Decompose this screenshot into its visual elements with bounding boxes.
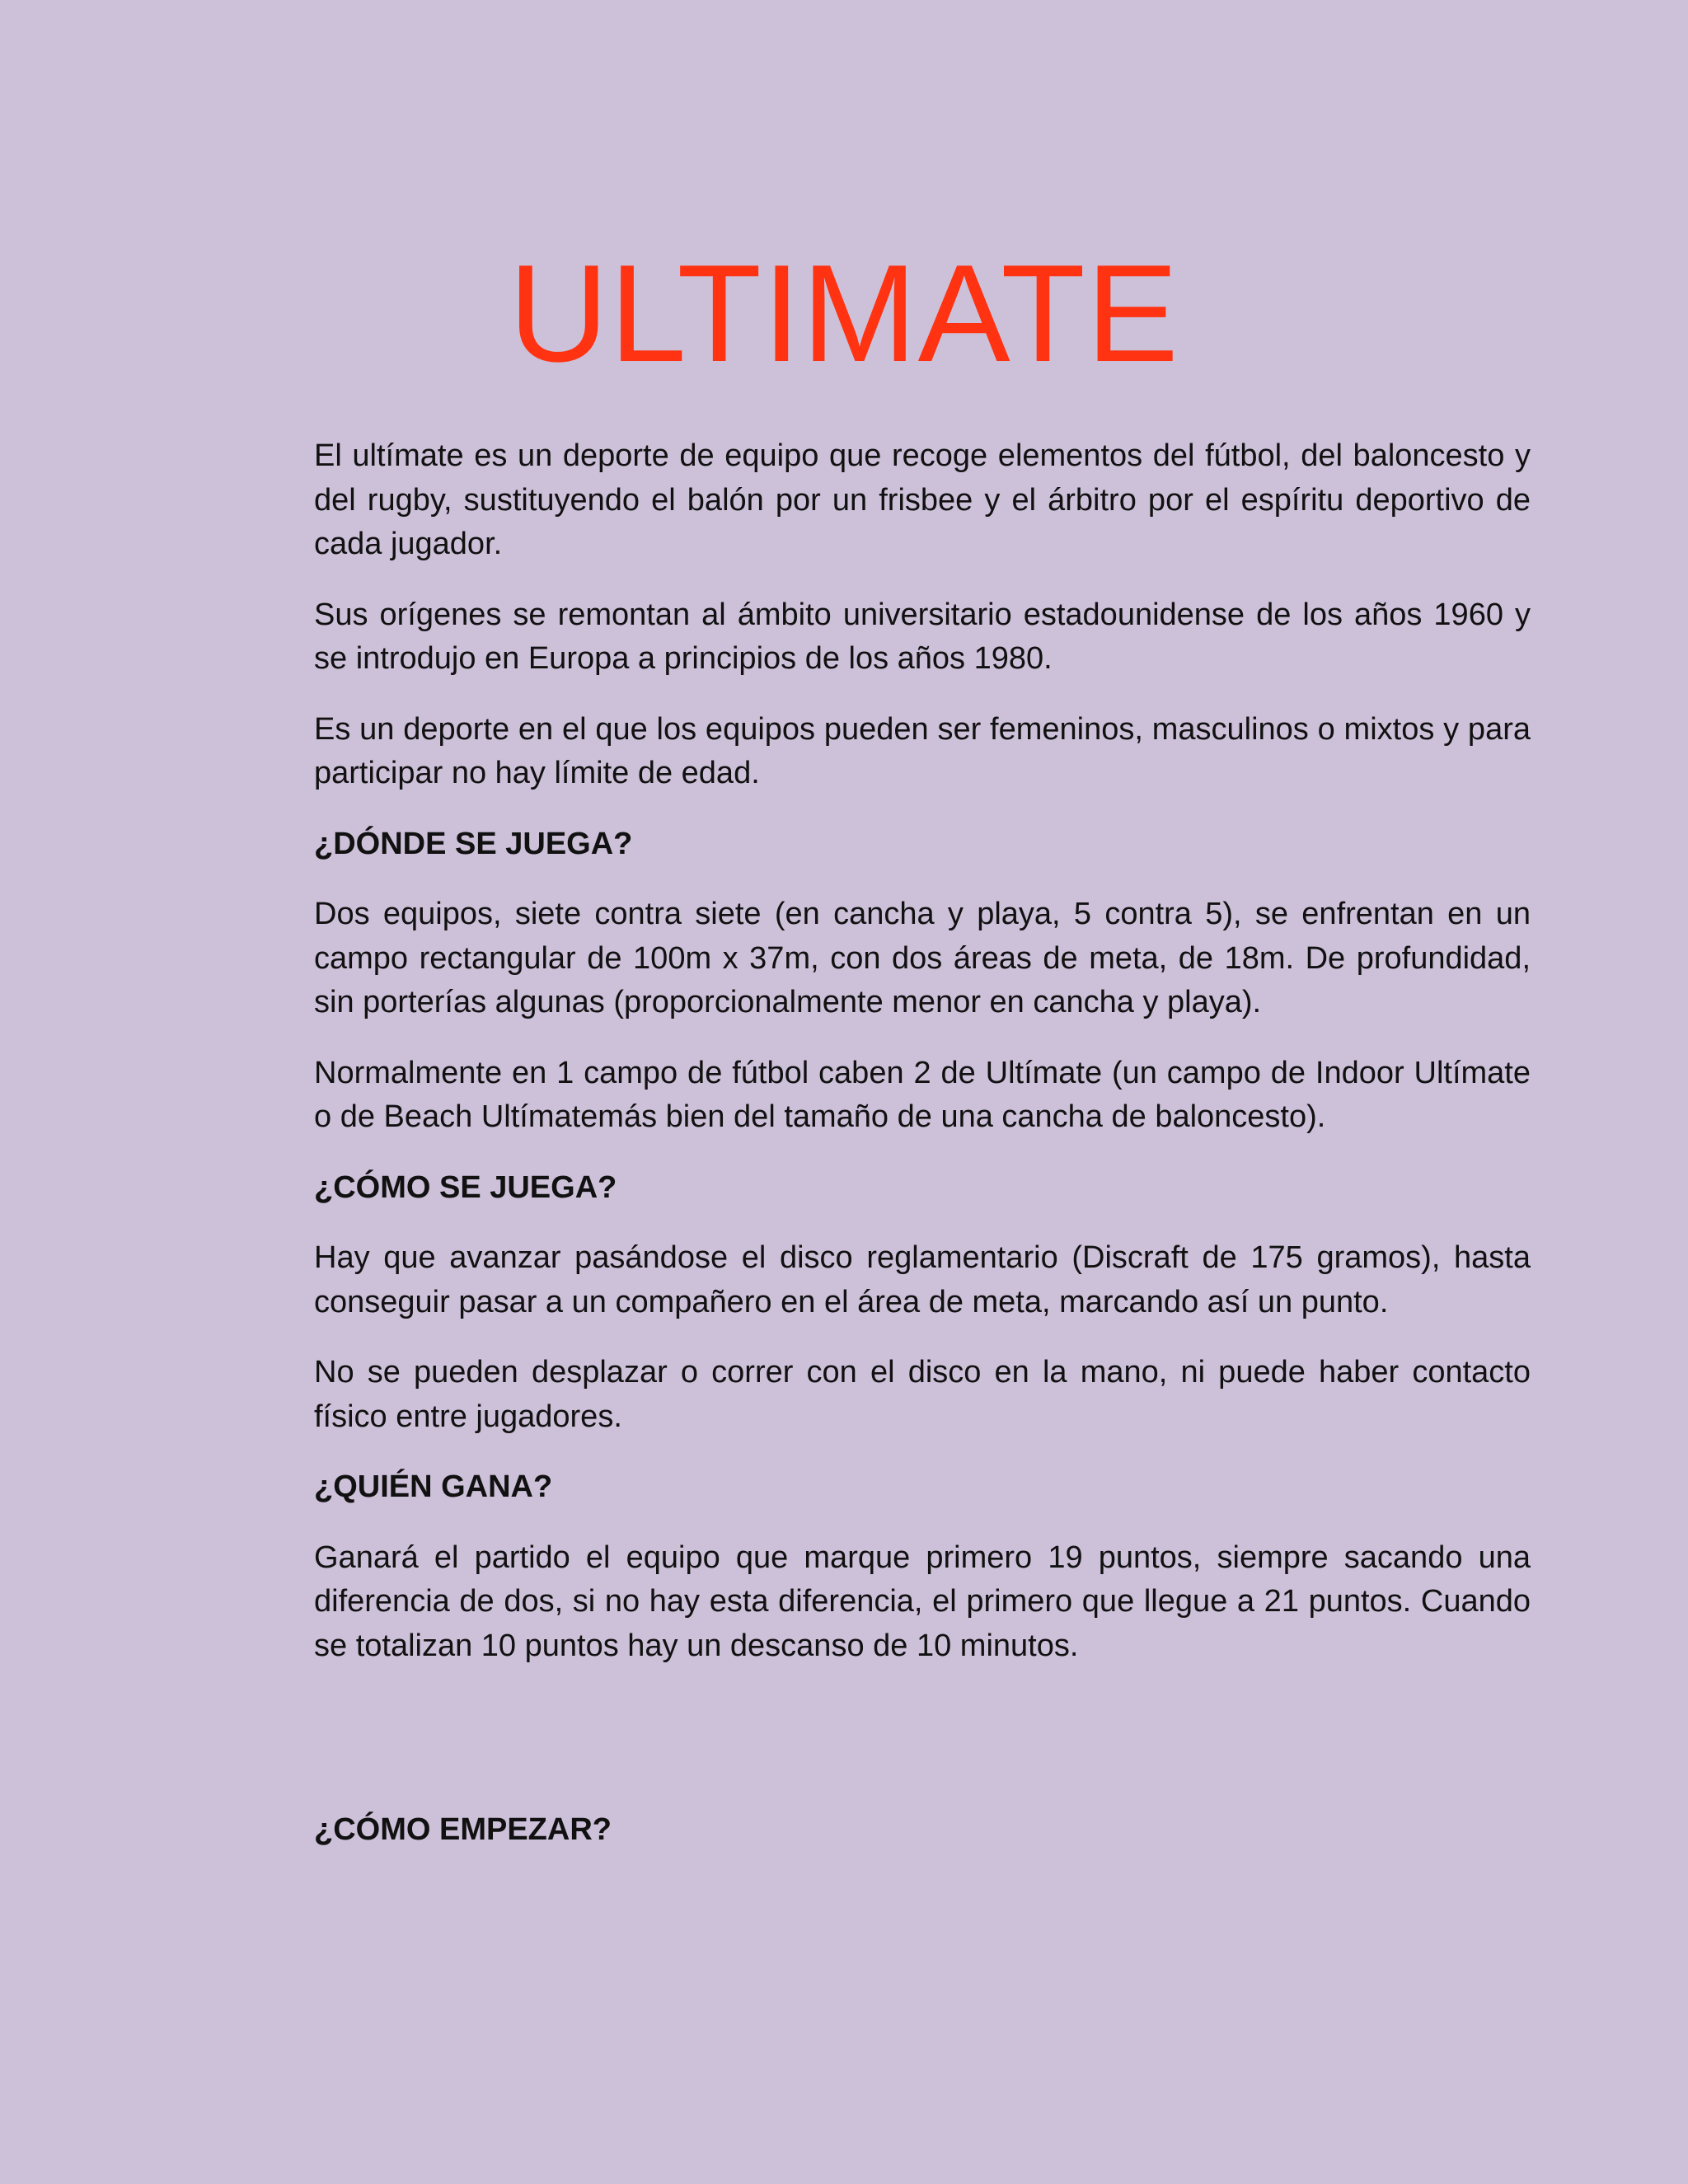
paragraph-teams: Es un deporte en el que los equipos pueden ser femeninos, masculinos o mixtos y para participar no hay límite de edad. [314,711,1531,790]
paragraph-winning: Ganará el partido el equipo que marque primero 19 puntos, siempre sacando una diferencia de dos, si no hay esta diferencia, el primero que llegue a 21 puntos. Cuando se totalizan 10 puntos hay un descanso de 10 minutos. [314,1540,1531,1663]
heading-como-se-juega: ¿CÓMO SE JUEGA? [314,1169,617,1205]
paragraph-origins: Sus orígenes se remontan al ámbito universitario estadounidense de los años 1960 y se introdujo en Europa a principios de los años 1980. [314,597,1531,676]
heading-como-empezar: ¿CÓMO EMPEZAR? [314,1812,612,1847]
paragraph-field: Dos equipos, siete contra siete (en cancha y playa, 5 contra 5), se enfrentan en un campo rectangular de 100m x 37m, con dos áreas de meta, de 18m. De profundidad, sin porterías algunas (proporcionalmente menor en cancha y playa). [314,897,1531,1019]
document-body [314,434,1531,1879]
paragraph-rules-contact: No se pueden desplazar o correr con el disco en la mano, ni puede haber contacto físico entre jugadores. [314,1355,1531,1434]
heading-donde-se-juega: ¿DÓNDE SE JUEGA? [314,826,633,861]
paragraph-how-to-play: Hay que avanzar pasándose el disco reglamentario (Discraft de 175 gramos), hasta conseguir pasar a un compañero en el área de meta, marcando así un punto. [314,1240,1531,1319]
heading-quien-gana: ¿QUIÉN GANA? [314,1469,553,1504]
document-title: ULTIMATE [509,236,1179,391]
paragraph-intro: El ultímate es un deporte de equipo que recoge elementos del fútbol, del baloncesto y del rugby, sustituyendo el balón por un frisbee y el árbitro por el espíritu deportivo de cada jugador. [314,438,1531,561]
paragraph-field-size: Normalmente en 1 campo de fútbol caben 2 de Ultímate (un campo de Indoor Ultímate o de Beach Ultímatemás bien del tamaño de una cancha de baloncesto). [314,1055,1531,1134]
